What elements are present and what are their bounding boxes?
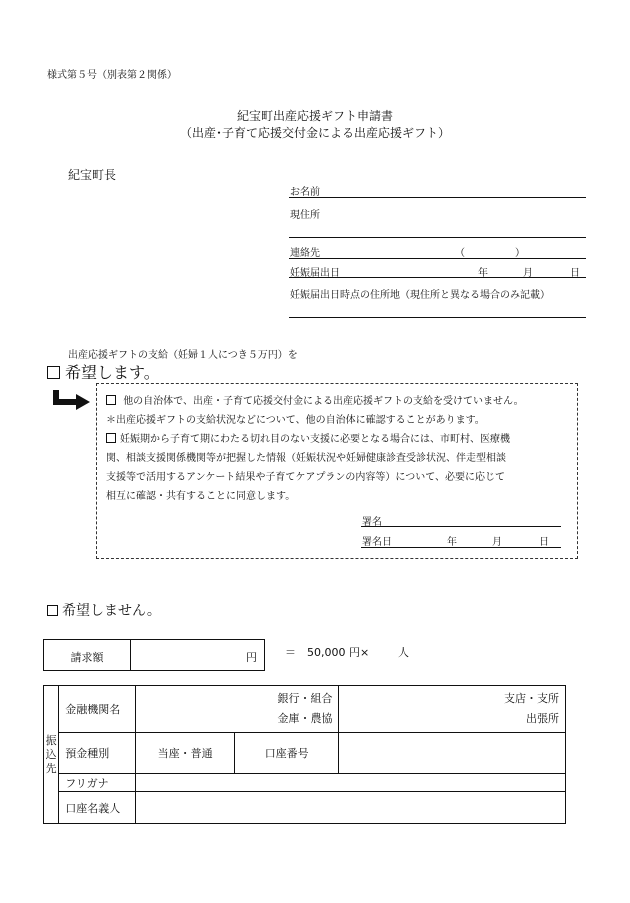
pregnancy-month: 月	[523, 268, 533, 279]
bank-types-1: 銀行・組合	[277, 692, 333, 705]
option-no[interactable]	[47, 600, 161, 620]
consent-para-line-1: 妊娠期から子育て期にわたる切れ目のない支援に必要となる場合には、市町村、医療機	[106, 430, 572, 449]
arrow-right-icon	[50, 388, 94, 412]
branch-types-1: 支店・支所	[504, 692, 559, 705]
name-field[interactable]	[289, 197, 586, 198]
signature-date-label: 署名日	[362, 537, 392, 548]
institution-cell[interactable]	[136, 686, 339, 733]
pregnancy-year: 年	[478, 268, 488, 279]
addressee: 紀宝町長	[68, 168, 117, 182]
address-label: 現住所	[290, 210, 320, 221]
option-yes-label: 希望します。	[65, 363, 160, 382]
consent-para-line-2: 関、相談支援関係機関等が把握した情報（妊娠状況や妊婦健康診査受診状況、伴走型相談	[106, 453, 506, 464]
claim-box	[43, 639, 265, 671]
signature-date-field[interactable]	[361, 547, 561, 548]
bank-table	[43, 685, 566, 824]
pregnancy-address-label: 妊娠届出日時点の住所地（現住所と異なる場合のみ記載）	[290, 290, 550, 301]
no-other-benefit-checkbox[interactable]	[106, 395, 116, 405]
signature-day: 日	[539, 537, 549, 548]
signature-month: 月	[492, 537, 502, 548]
institution-label: 金融機関名	[59, 686, 136, 733]
address-field[interactable]	[289, 237, 586, 238]
consent-text	[106, 392, 572, 506]
consent-line-2: ＊出産応援ギフトの支給状況などについて、他の自治体に確認することがあります。	[106, 415, 485, 426]
furigana-label: フリガナ	[59, 774, 136, 792]
account-holder-field[interactable]	[136, 792, 566, 824]
form-subtitle: （出産･子育て応援交付金による出産応援ギフト）	[179, 126, 450, 140]
branch-cell[interactable]	[339, 686, 566, 733]
claim-unit: 円	[246, 651, 257, 664]
claim-formula: ＝ 50,000 円×	[285, 646, 370, 659]
intro-text: 出産応援ギフトの支給（妊婦１人につき５万円）を	[68, 350, 298, 361]
claim-divider	[130, 640, 131, 670]
consent-para-line-4: 相互に確認・共有することに同意します。	[106, 491, 296, 502]
option-no-label: 希望しません。	[62, 603, 161, 619]
form-number: 様式第５号（別表第２関係）	[47, 70, 177, 81]
name-label: お名前	[290, 187, 320, 198]
form-title: 紀宝町出産応援ギフト申請書	[236, 109, 393, 123]
furigana-field[interactable]	[136, 774, 566, 792]
pregnancy-day: 日	[570, 268, 580, 279]
deposit-type-label: 預金種別	[59, 733, 136, 774]
consent-line-1: 他の自治体で、出産・子育て応援交付金による出産応援ギフトの支給を受けていません。	[106, 392, 572, 411]
deposit-type-value[interactable]: 当座・普通	[136, 733, 235, 774]
account-holder-label: 口座名義人	[59, 792, 136, 824]
claim-persons: 人	[398, 646, 409, 659]
claim-amount-field[interactable]	[132, 642, 242, 668]
signature-label: 署名	[362, 517, 382, 528]
account-number-field[interactable]	[339, 733, 566, 774]
bank-side-label: 振込先	[44, 686, 59, 824]
signature-year: 年	[447, 537, 457, 548]
account-number-label: 口座番号	[234, 733, 339, 774]
consent-paragraph	[106, 430, 572, 506]
contact-paren: （ ）	[455, 248, 525, 259]
option-yes[interactable]	[47, 360, 160, 383]
branch-types-2: 出張所	[526, 712, 559, 725]
option-no-checkbox[interactable]	[47, 605, 58, 616]
contact-field[interactable]	[289, 258, 586, 259]
pregnancy-date-label: 妊娠届出日	[290, 268, 340, 279]
pregnancy-address-field[interactable]	[289, 317, 586, 318]
consent-para-line-3: 支援等で活用するアンケート結果や子育てケアプランの内容等）について、必要に応じて	[106, 472, 505, 483]
pregnancy-date-field[interactable]	[289, 277, 586, 278]
option-yes-checkbox[interactable]	[47, 366, 60, 379]
claim-label: 請求額	[70, 651, 104, 664]
bank-types-2: 金庫・農協	[277, 712, 333, 725]
info-sharing-consent-checkbox[interactable]	[106, 433, 116, 443]
signature-field[interactable]	[361, 526, 561, 527]
contact-label: 連絡先	[290, 248, 320, 259]
